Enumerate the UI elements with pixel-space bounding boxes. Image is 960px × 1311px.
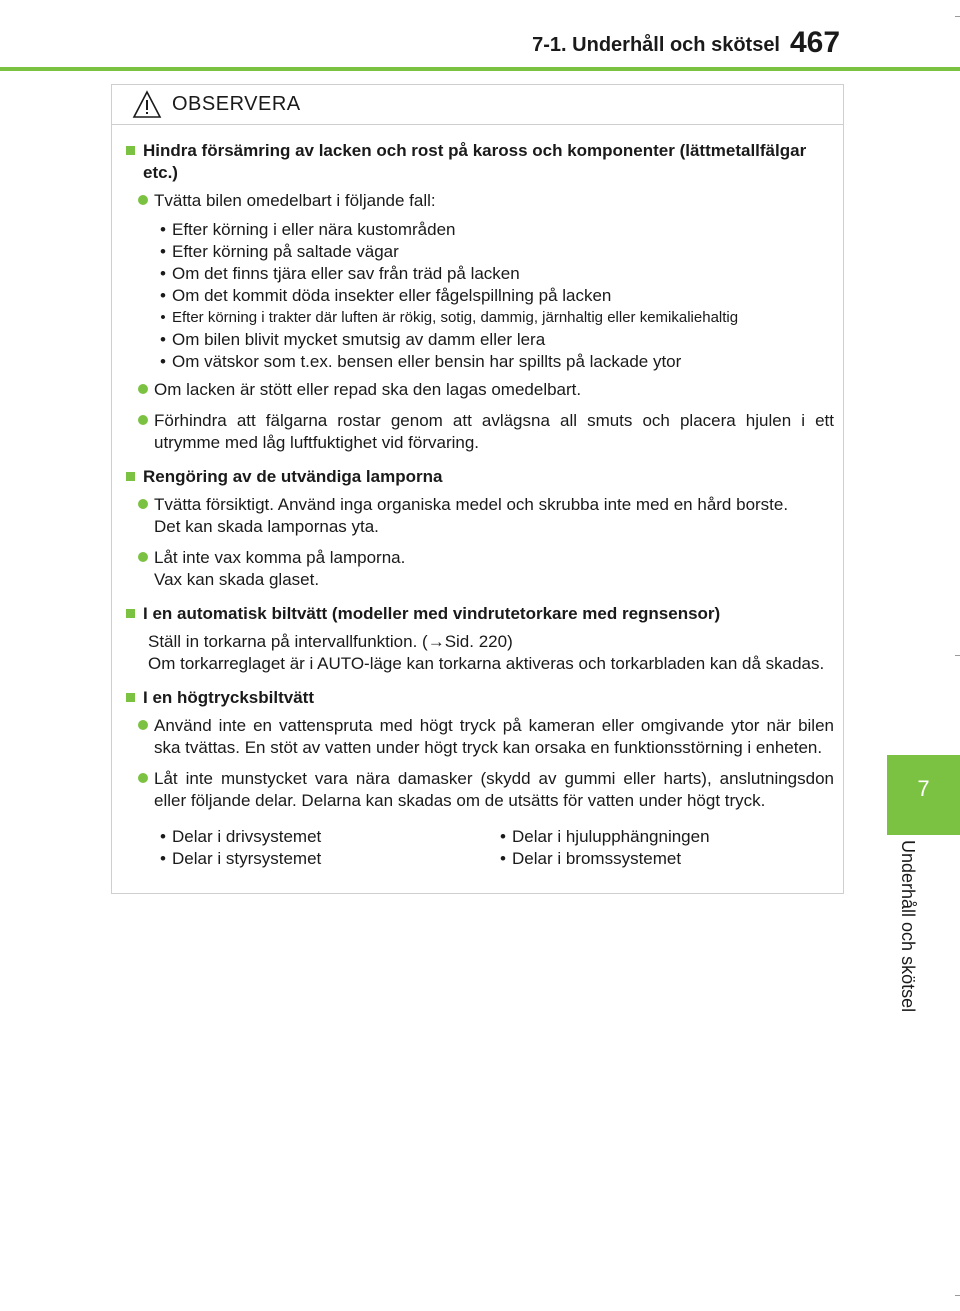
section-heading	[122, 140, 834, 184]
edge-tick	[955, 655, 960, 656]
list-item	[136, 715, 834, 759]
list-item	[136, 379, 834, 401]
round-bullet-icon	[138, 499, 148, 509]
section-title: 7-1. Underhåll och skötsel	[532, 34, 780, 56]
sub-item-text: Om bilen blivit mycket smutsig av damm eller lera	[172, 330, 546, 349]
sub-item	[154, 307, 834, 329]
sub-item-text: Delar i drivsystemet	[172, 827, 322, 846]
list-item-line: Det kan skada lampornas yta.	[154, 517, 379, 536]
section-high-pressure-wash	[122, 687, 834, 870]
list-item-text	[154, 494, 834, 538]
list-item	[136, 768, 834, 812]
sub-item	[154, 263, 834, 285]
chapter-tab	[887, 755, 960, 835]
square-bullet-icon	[126, 693, 135, 702]
caution-header	[112, 85, 843, 125]
parts-column-right	[494, 826, 834, 870]
sub-bullet-icon: •	[160, 849, 166, 868]
sub-item-text: Om vätskor som t.ex. bensen eller bensin har spillts på lackade ytor	[172, 352, 682, 371]
sub-item-text: Om det finns tjära eller sav från träd på lacken	[172, 264, 520, 283]
list-item-text: Om lacken är stött eller repad ska den lagas omedelbart.	[154, 380, 582, 399]
sub-bullet-icon: •	[160, 330, 166, 349]
chapter-label: Underhåll och skötsel	[898, 840, 918, 1013]
section-heading-text: I en högtrycksbiltvätt	[143, 688, 314, 707]
sub-bullet-icon: •	[160, 220, 166, 239]
chapter-number: 7	[917, 776, 930, 801]
edge-tick	[955, 16, 960, 17]
page-number: 467	[790, 26, 841, 59]
sub-bullet-icon: •	[160, 352, 166, 371]
sub-bullet-icon: •	[500, 849, 506, 868]
list-item-line: Tvätta försiktigt. Använd inga organiska medel och skrubba inte med en hård borste.	[154, 495, 789, 514]
round-bullet-icon	[138, 720, 148, 730]
sub-item-text: Efter körning på saltade vägar	[172, 242, 399, 261]
square-bullet-icon	[126, 472, 135, 481]
list-item-text: Tvätta bilen omedelbart i följande fall:	[154, 191, 436, 210]
parts-column-left	[154, 826, 494, 870]
round-bullet-icon	[138, 773, 148, 783]
sub-item-text: Delar i bromssystemet	[512, 849, 682, 868]
list-item-text: Förhindra att fälgarna rostar genom att avlägsna all smuts och placera hjulen i ett utrymme med låg luftfuktighet vid förvaring.	[154, 411, 834, 452]
list-item	[136, 190, 834, 212]
section-paint-rust	[122, 140, 834, 454]
round-bullet-icon	[138, 552, 148, 562]
section-heading	[122, 466, 834, 488]
round-bullet-icon	[138, 415, 148, 425]
sub-bullet-icon: •	[160, 242, 166, 261]
sub-item	[154, 848, 494, 870]
list-item-text: Använd inte en vattenspruta med högt tryck på kameran eller omgivande ytor när bilen ska tvättas. En stöt av vatten under högt tryck kan orsaka en funktionsstörning i enheten.	[154, 716, 834, 757]
list-item-text: Låt inte munstycket vara nära damasker (skydd av gummi eller harts), anslutningsdon eller följande delar. Delarna kan skadas om de utsätts för vatten under högt tryck.	[154, 769, 834, 810]
list-item	[136, 410, 834, 454]
caution-body	[122, 140, 834, 882]
sub-item	[154, 826, 494, 848]
section-heading-text: Hindra försämring av lacken och rost på kaross och komponenter (lättmetallfälgar etc.)	[143, 141, 807, 182]
section-car-wash	[122, 603, 834, 675]
sub-item-text: Efter körning i trakter där luften är rökig, sotig, dammig, järnhaltig eller kemikaliehaltig	[172, 309, 739, 326]
sub-bullet-icon: •	[160, 264, 166, 283]
caution-label: OBSERVERA	[172, 93, 301, 115]
sub-bullet-icon: •	[160, 286, 166, 305]
list-item-line: Vax kan skada glaset.	[154, 570, 320, 589]
edge-tick	[955, 1295, 960, 1296]
sub-bullet-icon: •	[160, 827, 166, 846]
sub-item	[154, 219, 834, 241]
sub-item-text: Delar i styrsystemet	[172, 849, 322, 868]
square-bullet-icon	[126, 609, 135, 618]
sub-item-text: Efter körning i eller nära kustområden	[172, 220, 456, 239]
caution-box	[111, 84, 844, 894]
list-item-line: Låt inte vax komma på lamporna.	[154, 548, 406, 567]
section-heading	[122, 603, 834, 625]
paragraph: Om torkarreglaget är i AUTO-läge kan torkarna aktiveras och torkarbladen kan då skadas.	[148, 654, 825, 673]
header-rule	[0, 67, 960, 71]
list-item-text	[154, 547, 834, 591]
round-bullet-icon	[138, 384, 148, 394]
paragraph: Ställ in torkarna på intervallfunktion. (→Sid. 220)	[148, 632, 513, 651]
sub-item	[154, 241, 834, 263]
list-item	[136, 494, 834, 538]
sub-bullet-icon: •	[160, 309, 166, 326]
sub-item	[154, 285, 834, 307]
parts-list	[154, 826, 834, 870]
sub-item	[494, 848, 834, 870]
sub-item-text: Delar i hjulupphängningen	[512, 827, 710, 846]
list-item	[136, 547, 834, 591]
warning-triangle-icon	[132, 90, 162, 120]
section-heading-text: I en automatisk biltvätt (modeller med vindrutetorkare med regnsensor)	[143, 604, 721, 623]
sub-bullet-icon: •	[500, 827, 506, 846]
sub-item	[154, 329, 834, 351]
section-exterior-lamps	[122, 466, 834, 591]
square-bullet-icon	[126, 146, 135, 155]
section-heading	[122, 687, 834, 709]
sub-list	[154, 219, 834, 373]
round-bullet-icon	[138, 195, 148, 205]
sub-item	[494, 826, 834, 848]
sub-item	[154, 351, 834, 373]
section-heading-text: Rengöring av de utvändiga lamporna	[143, 467, 443, 486]
sub-item-text: Om det kommit döda insekter eller fågelspillning på lacken	[172, 286, 612, 305]
